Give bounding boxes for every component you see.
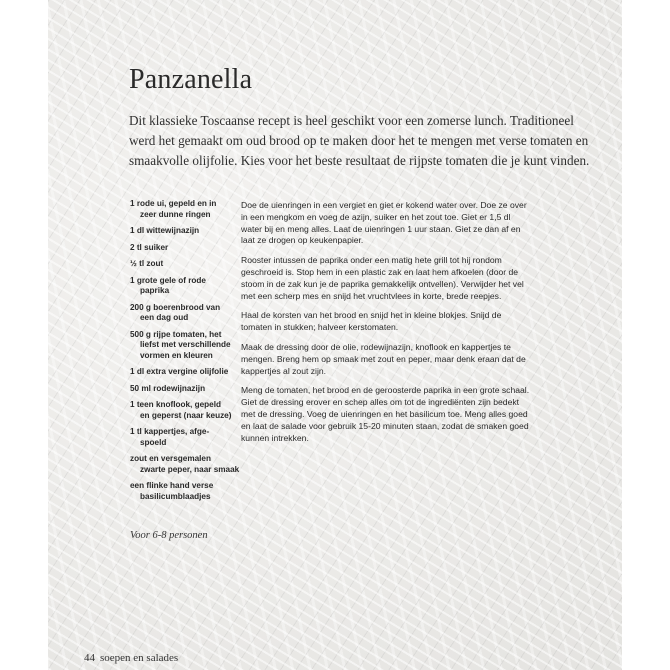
ingredient-item [130, 481, 240, 502]
ingredient-item [130, 276, 240, 297]
ingredient-line: 50 ml rodewijnazijn [130, 383, 206, 393]
ingredient-item [130, 427, 240, 448]
ingredient-line: 1 rode ui, gepeld en in [130, 199, 217, 208]
ingredient-line: 1 dl extra vergine olijfolie [130, 367, 229, 376]
section-name: soepen en salades [100, 652, 179, 664]
ingredient-line: 1 grote gele of rode [130, 275, 206, 285]
ingredient-item [130, 330, 240, 362]
ingredient-line-cont: spoeld [140, 437, 167, 447]
ingredient-list [130, 199, 240, 508]
servings-note: Voor 6-8 personen [130, 530, 208, 541]
ingredient-item [130, 454, 240, 475]
ingredient-item [130, 384, 240, 395]
page-footer [84, 652, 178, 664]
recipe-page [48, 0, 622, 670]
ingredient-line: 200 g boerenbrood van [130, 302, 221, 312]
ingredient-line-cont: zwarte peper, naar smaak [140, 464, 240, 474]
ingredient-item [130, 367, 240, 378]
ingredient-line: 1 tl kappertjes, afge- [130, 427, 210, 436]
recipe-intro: Dit klassieke Toscaanse recept is heel geschikt voor een zomerse lunch. Traditioneel werd het gemaakt om oud brood op te maken door het te mengen met verse tomaten en smaakvolle olijfolie. Kies voor het beste resultaat de rijpste tomaten die je kunt vinden. [129, 113, 590, 168]
ingredient-item [130, 226, 240, 237]
method-paragraph: Maak de dressing door de olie, rodewijnazijn, knoflook en kappertjes te mengen. Breng hem op smaak met zout en peper, maar denk eraan dat de kappertjes al zout zijn. [241, 341, 526, 376]
method-paragraph: Meng de tomaten, het brood en de geroosterde paprika in een grote schaal. Giet de dressing erover en schep alles om tot de ingrediënten zijn bedekt met de dressing. Voeg de uienringen en het basilicum toe. Meng alles goed en laat de salade voor gebruik 15-20 minuten staan, zodat de smaken goed kunnen intrekken. [241, 385, 530, 443]
method-paragraph: Haal de korsten van het brood en snijd het in kleine blokjes. Snijd de tomaten in stukken; halveer kerstomaten. [241, 310, 502, 333]
ingredient-line-cont: zeer dunne ringen [140, 209, 211, 219]
ingredient-line: zout en versgemalen [130, 454, 211, 463]
method-paragraph: Doe de uienringen in een vergiet en giet er kokend water over. Doe ze over in een mengkom en voeg de azijn, suiker en het zout toe. Giet er 1,5 dl water bij en meng alles. Laat de uienringen 1 uur staan. Giet ze dan af en laat ze drogen op keukenpapier. [241, 200, 527, 246]
ingredient-line: 500 g rijpe tomaten, het [130, 329, 222, 339]
ingredient-item [130, 199, 240, 220]
ingredient-line-cont: een dag oud [140, 313, 189, 322]
ingredient-line: 2 tl suiker [130, 242, 169, 252]
ingredient-line: 1 teen knoflook, gepeld [130, 400, 221, 409]
ingredient-item [130, 243, 240, 254]
method-steps [241, 200, 531, 452]
ingredient-line-cont: paprika [140, 286, 170, 295]
recipe-title: Panzanella [129, 64, 253, 95]
method-paragraph: Rooster intussen de paprika onder een matig hete grill tot hij rondom geschroeid is. Stop hem in een plastic zak en laat hem afkoelen (door de stoom in de zak kun je de paprika gemakkelijk ontvellen). Verwijder het vel met een scherp mes en snijd het vruchtvlees in korte, brede reepjes. [241, 255, 524, 301]
ingredient-line-cont: liefst met verschillende vormen en kleuren [140, 340, 231, 360]
ingredient-item [130, 400, 240, 421]
ingredient-line-cont: basilicumblaadjes [140, 491, 211, 501]
ingredient-item [130, 303, 240, 324]
page-number: 44 [84, 652, 95, 664]
ingredient-line: een flinke hand verse [130, 481, 214, 490]
ingredient-line-cont: en geperst (naar keuze) [140, 410, 232, 420]
ingredient-line: 1 dl wittewijnazijn [130, 226, 200, 235]
ingredient-line: ½ tl zout [130, 259, 164, 268]
ingredient-item [130, 259, 240, 270]
